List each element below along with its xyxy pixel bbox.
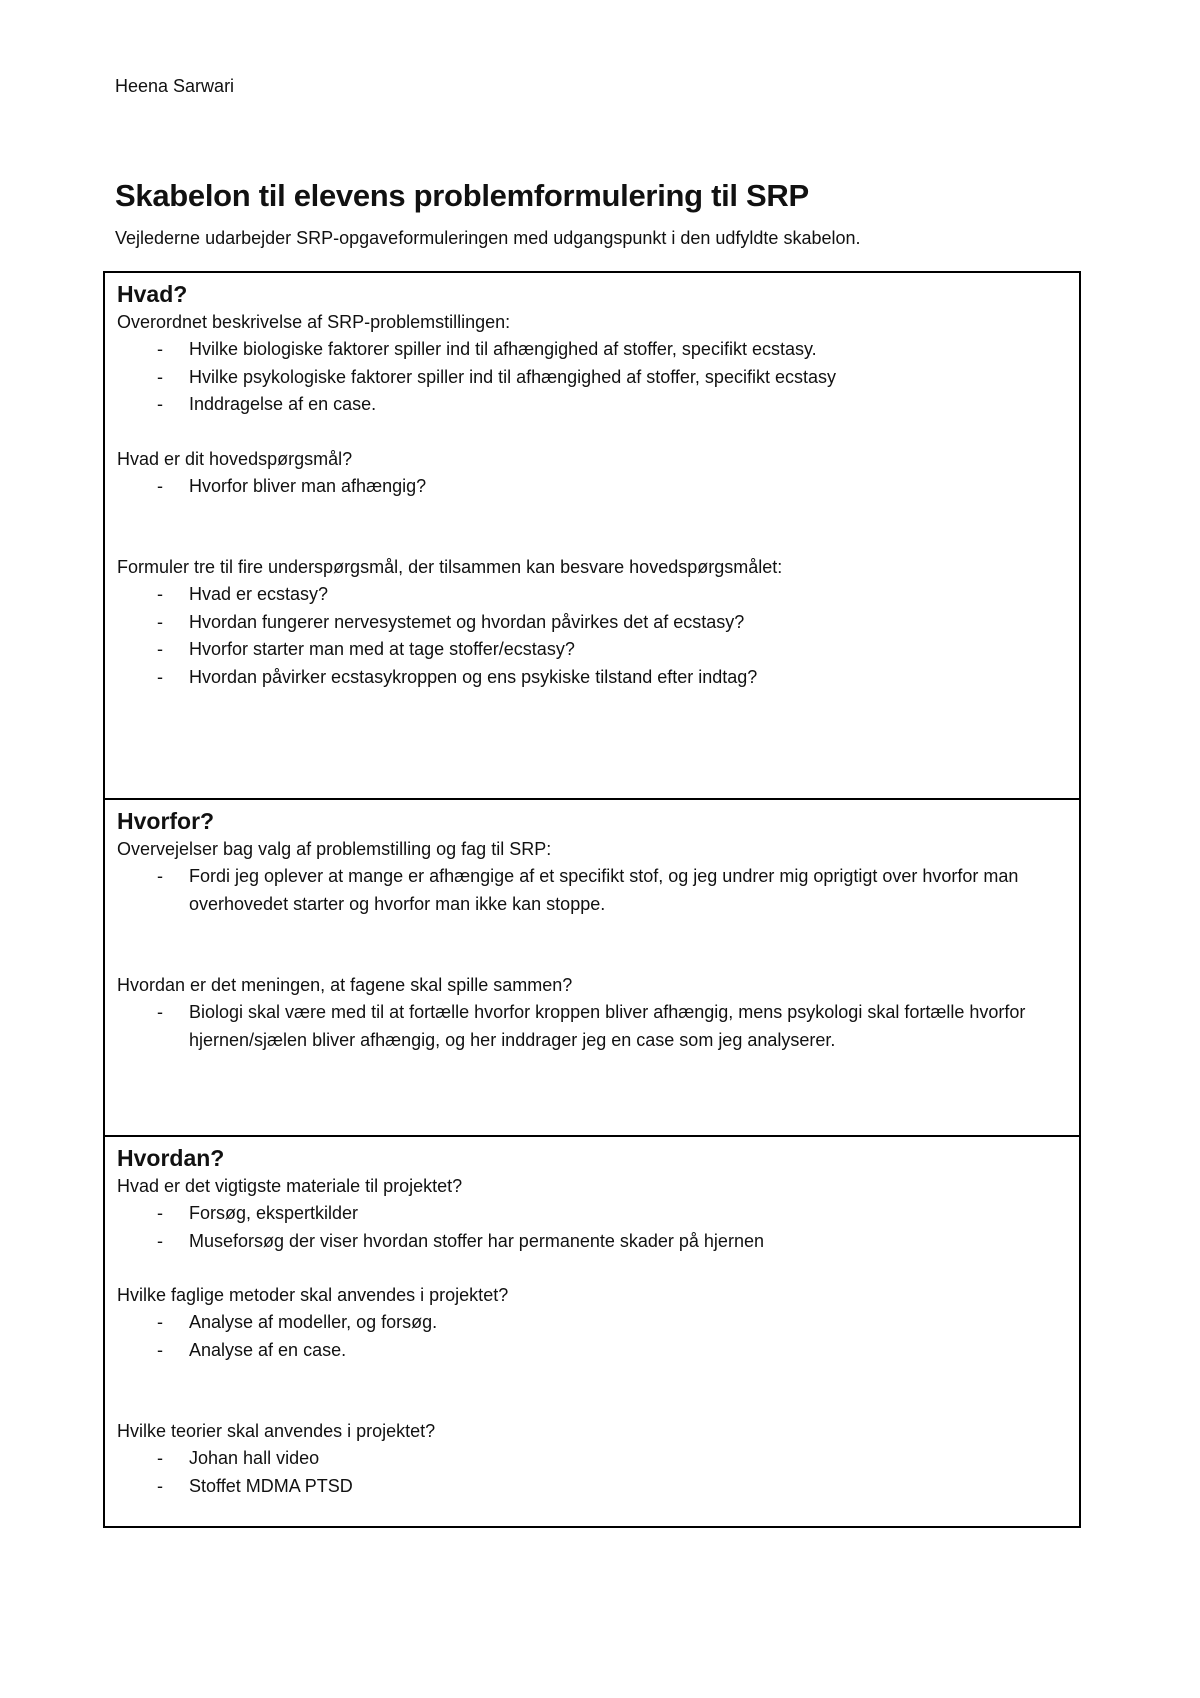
- list-item: [117, 1309, 1067, 1337]
- question: Formuler tre til fire underspørgsmål, der tilsammen kan besvare hovedspørgsmålet:: [117, 557, 783, 577]
- section-heading: Hvordan?: [117, 1145, 225, 1171]
- question: Hvad er det vigtigste materiale til projektet?: [117, 1176, 463, 1196]
- section-heading: Hvorfor?: [117, 808, 215, 834]
- list-marker: -: [157, 639, 163, 659]
- list-item: [117, 364, 1067, 392]
- answer-list: [117, 581, 1067, 691]
- section-hvordan: [103, 1137, 1081, 1528]
- list-marker: -: [157, 611, 163, 632]
- list-item-text: Hvorfor bliver man afhængig?: [189, 475, 427, 496]
- list-item: [117, 1473, 1067, 1501]
- list-item-text: Forsøg, ekspertkilder: [189, 1203, 359, 1223]
- section-hvad: [103, 271, 1081, 800]
- list-item-text: Hvordan påvirker ecstasykroppen og ens psykiske tilstand efter indtag?: [189, 666, 758, 687]
- list-marker: -: [157, 1312, 163, 1332]
- question: Overvejelser bag valg af problemstilling og fag til SRP:: [117, 839, 552, 859]
- answer-list: [117, 863, 1067, 918]
- list-marker: -: [157, 1002, 163, 1022]
- list-item: [117, 581, 1067, 609]
- list-item-text: Hvordan fungerer nervesystemet og hvordan påvirkes det af ecstasy?: [189, 611, 745, 632]
- list-item: [117, 1200, 1067, 1228]
- list-item-text: Hvilke biologiske faktorer spiller ind til afhængighed af stoffer, specifikt ecstasy.: [189, 339, 817, 359]
- list-item: [117, 636, 1067, 664]
- list-item-text: Analyse af en case.: [189, 1339, 347, 1360]
- list-marker: -: [157, 1339, 163, 1360]
- answer-list: [117, 1445, 1067, 1500]
- question: Overordnet beskrivelse af SRP-problemstillingen:: [117, 312, 511, 332]
- answer-list: [117, 999, 1067, 1054]
- section-heading: Hvad?: [117, 281, 188, 307]
- question: Hvilke faglige metoder skal anvendes i projektet?: [117, 1285, 509, 1305]
- list-item: [117, 999, 1067, 1054]
- list-item: [117, 664, 1067, 692]
- answer-list: [117, 473, 1067, 501]
- list-marker: -: [157, 394, 163, 414]
- section-hvorfor: [103, 800, 1081, 1137]
- list-item: [117, 1445, 1067, 1473]
- list-item: [117, 1337, 1067, 1365]
- list-item-text: Hvorfor starter man med at tage stoffer/ecstasy?: [189, 639, 575, 659]
- list-item-text: Johan hall video: [189, 1448, 320, 1468]
- list-marker: -: [157, 666, 163, 687]
- question: Hvordan er det meningen, at fagene skal spille sammen?: [117, 975, 573, 995]
- list-item-text: Museforsøg der viser hvordan stoffer har permanente skader på hjernen: [189, 1230, 764, 1251]
- list-item: [117, 609, 1067, 637]
- list-marker: -: [157, 1230, 163, 1251]
- document-subtitle: Vejlederne udarbejder SRP-opgaveformuleringen med udgangspunkt i den udfyldte skabelon.: [115, 228, 861, 248]
- list-item: [117, 473, 1067, 501]
- list-item-text: Hvilke psykologiske faktorer spiller ind til afhængighed af stoffer, specifikt ecstasy: [189, 366, 836, 387]
- question: Hvilke teorier skal anvendes i projektet?: [117, 1421, 436, 1441]
- list-item: [117, 863, 1067, 918]
- answer-list: [117, 336, 1067, 419]
- list-item: [117, 391, 1067, 419]
- list-marker: -: [157, 366, 163, 387]
- list-marker: -: [157, 1475, 163, 1496]
- list-item: [117, 336, 1067, 364]
- answer-list: [117, 1200, 1067, 1255]
- list-marker: -: [157, 475, 163, 496]
- list-marker: -: [157, 866, 163, 886]
- list-marker: -: [157, 1203, 163, 1223]
- list-marker: -: [157, 584, 163, 604]
- list-item: [117, 1228, 1067, 1256]
- list-marker: -: [157, 1448, 163, 1468]
- question: Hvad er dit hovedspørgsmål?: [117, 448, 353, 469]
- answer-list: [117, 1309, 1067, 1364]
- list-item-text: Stoffet MDMA PTSD: [189, 1475, 353, 1496]
- list-item-text: Fordi jeg oplever at mange er afhængige af et specifikt stof, og jeg undrer mig oprigtigt over hvorfor man overhovedet starter og hvorfor man ikke kan stoppe.: [189, 866, 1019, 914]
- author-name: Heena Sarwari: [115, 76, 235, 96]
- list-item-text: Hvad er ecstasy?: [189, 584, 329, 604]
- list-item-text: Biologi skal være med til at fortælle hvorfor kroppen bliver afhængig, mens psykologi skal fortælle hvorfor hjernen/sjælen bliver afhængig, og her inddrager jeg en case som jeg analyserer.: [189, 1002, 1026, 1050]
- list-item-text: Inddragelse af en case.: [189, 394, 377, 414]
- list-item-text: Analyse af modeller, og forsøg.: [189, 1312, 438, 1332]
- document-title: Skabelon til elevens problemformulering til SRP: [115, 178, 809, 213]
- list-marker: -: [157, 339, 163, 359]
